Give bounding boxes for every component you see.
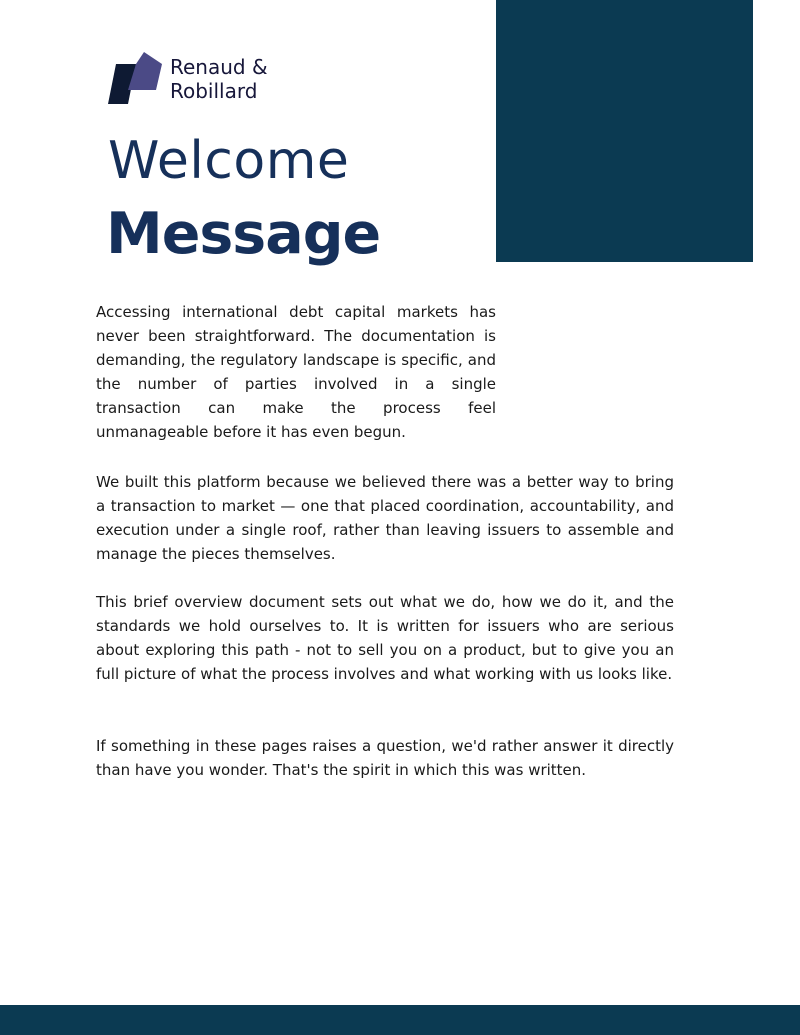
logo-mark-icon (106, 52, 162, 108)
paragraph-overview: This brief overview document sets out what we do, how we do it, and the standards we hold ourselves to. It is written for issuers who are serious about exploring this path - not to sell you on a product, but to give you an full picture of what the process involves and what working with us looks like. (96, 593, 674, 683)
decorative-top-block (496, 0, 753, 262)
brand-name-line2: Robillard (170, 79, 258, 103)
decorative-bottom-bar (0, 1005, 800, 1035)
paragraph-platform: We built this platform because we believed there was a better way to bring a transaction to market — one that placed coordination, accountability, and execution under a single roof, rather than leaving issuers to assemble and manage the pieces themselves. (96, 473, 674, 563)
paragraph-closing: If something in these pages raises a question, we'd rather answer it directly than have you wonder. That's the spirit in which this was written. (96, 737, 674, 779)
paragraph-intro: Accessing international debt capital markets has never been straightforward. The documentation is demanding, the regulatory landscape is specific, and the number of parties involved in a single transaction can make the process feel unmanageable before it has even begun. (96, 303, 496, 441)
brand-logo (106, 52, 268, 108)
brand-name-line1: Renaud & (170, 55, 268, 79)
page-title-welcome: Welcome (108, 131, 350, 191)
brand-name (170, 55, 268, 103)
page-title-message: Message (106, 201, 381, 267)
